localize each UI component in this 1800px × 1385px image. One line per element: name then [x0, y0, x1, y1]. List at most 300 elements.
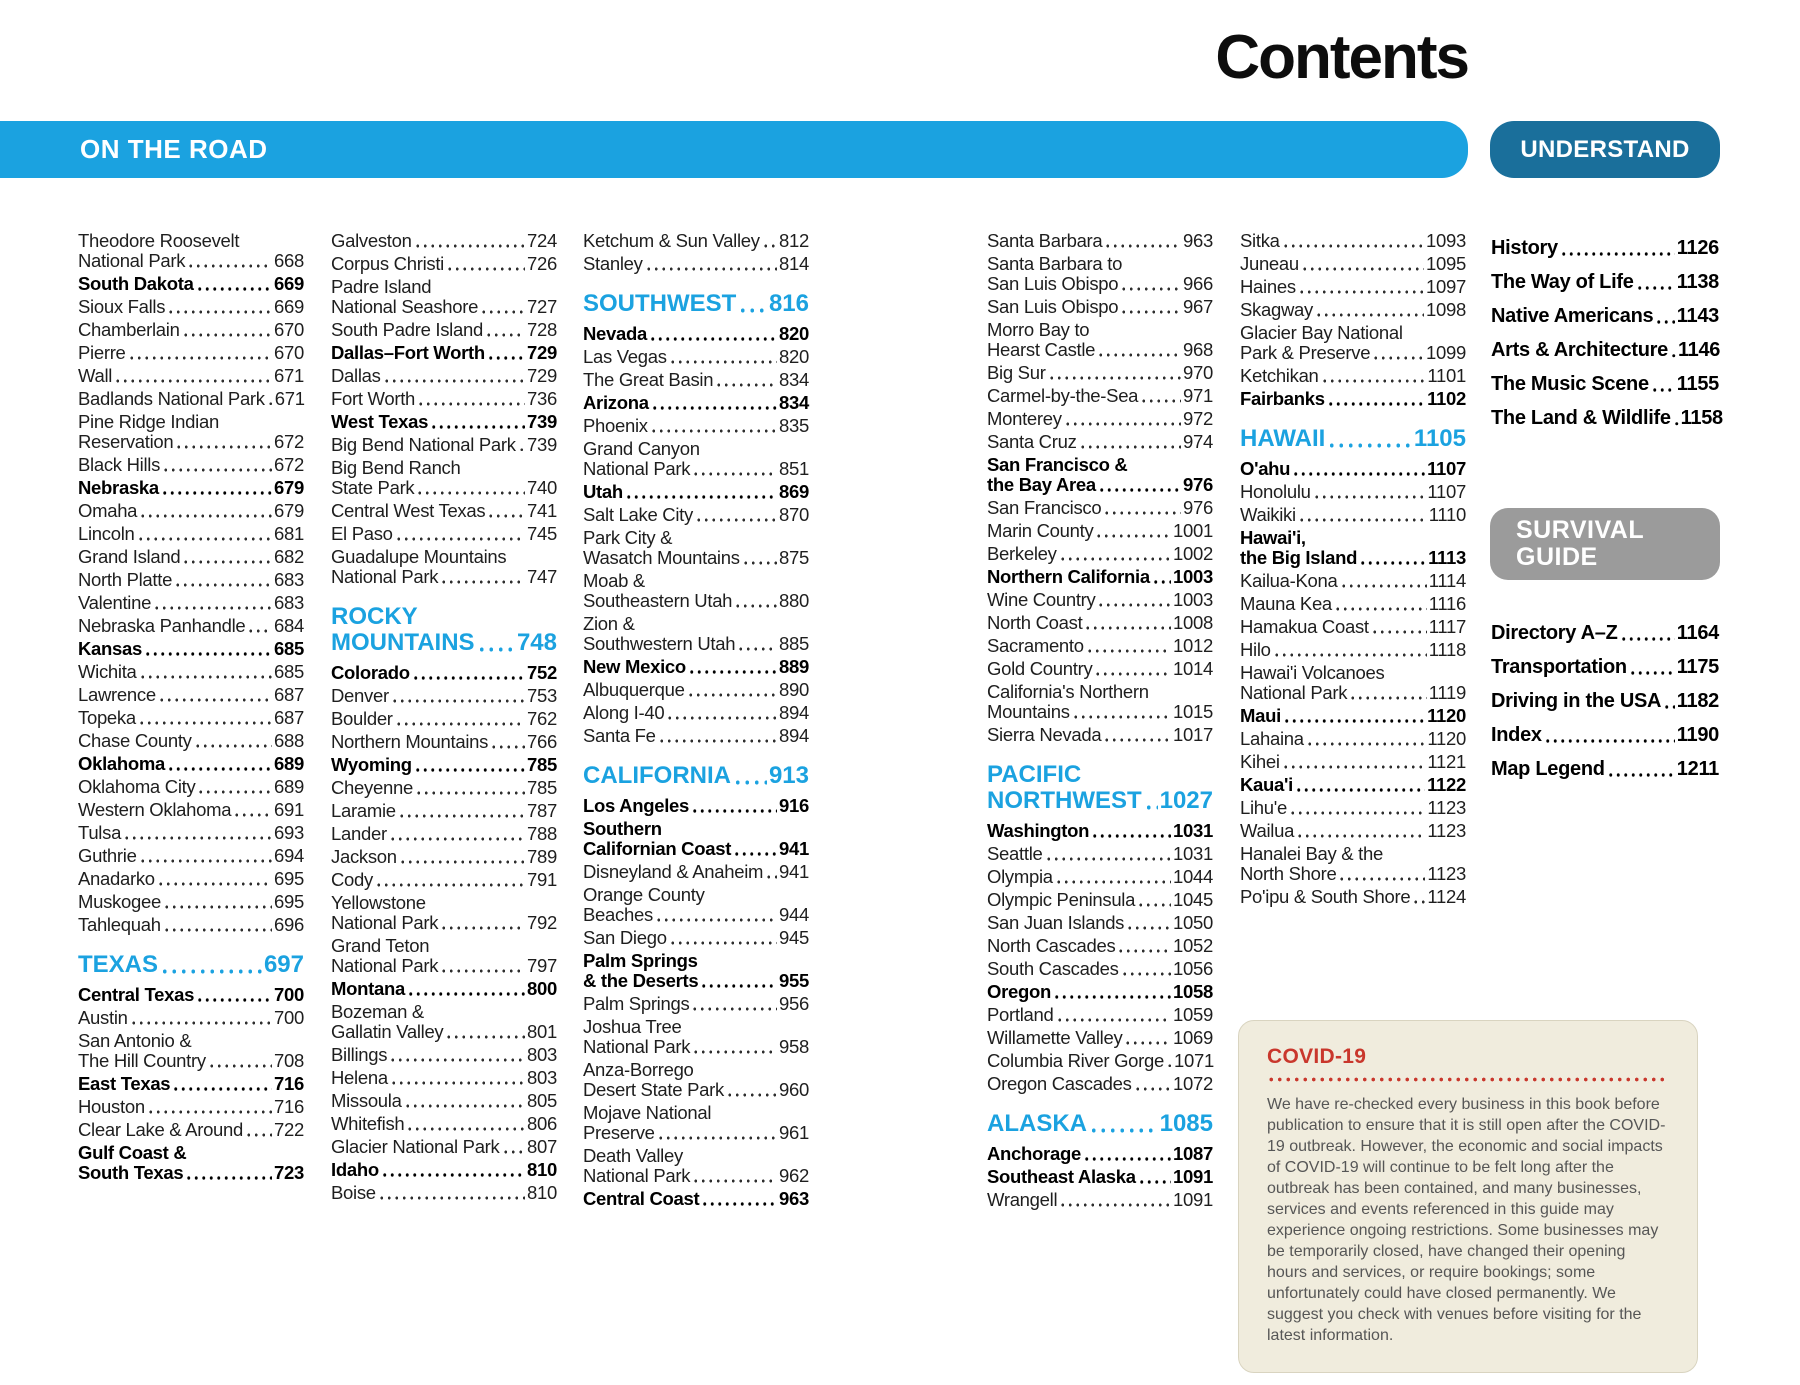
toc-entry [331, 870, 557, 890]
entry-label: Mauna Kea [1240, 593, 1332, 614]
dot-leader [245, 1120, 272, 1140]
dot-leader [445, 1022, 525, 1042]
entry-label: Central West Texas [331, 500, 486, 521]
page-number: 1098 [1426, 299, 1466, 320]
toc-entry [987, 590, 1213, 610]
page-number: 870 [779, 504, 809, 525]
page-number: 1122 [1427, 774, 1466, 795]
dot-leader [487, 343, 525, 363]
toc-entry [331, 936, 557, 976]
toc-entry [331, 1045, 557, 1065]
dot-leader [1124, 1028, 1171, 1048]
page-number: 684 [274, 615, 304, 636]
page-number: 1001 [1173, 520, 1213, 541]
dot-leader [398, 801, 525, 821]
page-number: 697 [263, 951, 304, 978]
page-number: 700 [274, 984, 304, 1005]
entry-label: Wrangell [987, 1189, 1058, 1210]
dot-leader [737, 634, 777, 654]
toc-entry [78, 1097, 304, 1117]
toc-entry [331, 254, 557, 274]
toc-entry [987, 725, 1213, 745]
toc-entry [1240, 729, 1466, 749]
entry-label: North Coast [987, 612, 1083, 633]
page-number: 689 [274, 753, 304, 774]
dot-leader [1636, 271, 1675, 293]
entry-label: Sioux Falls [78, 296, 166, 317]
page-number: 688 [274, 730, 304, 751]
page-number: 807 [527, 1136, 557, 1157]
page-number: 966 [1183, 273, 1213, 294]
dot-leader [1134, 1074, 1171, 1094]
entry-label: Park City & [583, 527, 673, 548]
dot-leader [1091, 821, 1171, 841]
entry-label: Californian Coast [583, 838, 732, 859]
toc-entry [583, 482, 809, 502]
toc-entry [331, 343, 557, 363]
entry-label: Ketchikan [1240, 365, 1319, 386]
entry-label: South Cascades [987, 958, 1119, 979]
toc-entry [987, 636, 1213, 656]
entry-label: Lawrence [78, 684, 156, 705]
entry-label: Hanalei Bay & the [1240, 843, 1383, 864]
dot-leader [375, 870, 525, 890]
entry-label: Juneau [1240, 253, 1299, 274]
page-number: 683 [274, 592, 304, 613]
entry-label: Lihu'e [1240, 797, 1287, 818]
toc-entry [78, 593, 304, 613]
entry-label: Glacier Bay National [1240, 322, 1403, 343]
page-number: 1003 [1173, 589, 1213, 610]
entry-label: Hamakua Coast [1240, 616, 1369, 637]
dot-leader [1086, 636, 1171, 656]
dot-leader [738, 291, 767, 317]
page-number: 682 [274, 546, 304, 567]
dot-leader [381, 1160, 525, 1180]
toc-entry [331, 366, 557, 386]
toc-entry [583, 680, 809, 700]
entry-label: Pierre [78, 342, 126, 363]
page-number: 1045 [1173, 889, 1213, 910]
page-number: 679 [274, 500, 304, 521]
entry-label: Hearst Castle [987, 339, 1096, 360]
page-number: 1027 [1159, 787, 1213, 814]
dot-leader [163, 892, 272, 912]
page-number: 1182 [1676, 690, 1719, 712]
toc-entry [1240, 366, 1466, 386]
page-number: 716 [274, 1096, 304, 1117]
entry-label: Washington [987, 820, 1090, 841]
toc-entry [583, 393, 809, 413]
toc-entry [331, 778, 557, 798]
page-number: 869 [779, 481, 809, 502]
dot-leader [406, 1114, 525, 1134]
dot-leader [157, 869, 272, 889]
toc-entry [331, 320, 557, 340]
page-number: 1121 [1427, 751, 1466, 772]
toc-column-2 [331, 231, 557, 1206]
entry-label: West Texas [331, 411, 429, 432]
page-number: 945 [779, 927, 809, 948]
entry-label: Mojave National [583, 1102, 712, 1123]
page-number: 736 [527, 388, 557, 409]
dot-leader [187, 251, 272, 271]
dot-leader [139, 662, 272, 682]
toc-entry [987, 913, 1213, 933]
entry-label: Map Legend [1491, 758, 1605, 780]
page-number: 679 [274, 477, 304, 498]
entry-label: Clear Lake & Around [78, 1119, 244, 1140]
dot-leader [139, 501, 272, 521]
dot-leader [692, 1166, 777, 1186]
entry-label: TEXAS [78, 951, 159, 978]
entry-label: Gallatin Valley [331, 1021, 444, 1042]
toc-entry [583, 862, 809, 882]
toc-entry [331, 732, 557, 752]
entry-label: The Way of Life [1491, 271, 1634, 293]
dot-leader [440, 913, 525, 933]
page-number: 1002 [1173, 543, 1213, 564]
toc-entry [78, 547, 304, 567]
toc-entry [331, 709, 557, 729]
covid-notice [1238, 1020, 1698, 1373]
dot-leader [161, 478, 272, 498]
entry-label: Black Hills [78, 454, 161, 475]
dot-leader [167, 754, 272, 774]
entry-label: Big Bend Ranch [331, 457, 461, 478]
toc-entry [1491, 690, 1719, 712]
dot-leader [1607, 758, 1675, 780]
survival-guide-line2: GUIDE [1516, 543, 1598, 571]
entry-label: Fairbanks [1240, 388, 1325, 409]
page-number: 810 [527, 1159, 557, 1180]
page-number: 801 [527, 1021, 557, 1042]
entry-label: Fort Worth [331, 388, 416, 409]
toc-entry [1491, 407, 1723, 429]
page-number: 681 [274, 523, 304, 544]
page-number: 1099 [1426, 342, 1466, 363]
entry-label: & the Deserts [583, 970, 699, 991]
toc-entry [78, 800, 304, 820]
entry-label: Palm Springs [583, 993, 690, 1014]
toc-entry [987, 455, 1213, 495]
toc-entry [331, 1137, 557, 1157]
page-number: 971 [1183, 385, 1213, 406]
entry-label: Dallas [331, 365, 381, 386]
dot-leader [701, 1189, 777, 1209]
entry-label: National Park [331, 912, 439, 933]
entry-label: Houston [78, 1096, 145, 1117]
entry-label: Northern California [987, 566, 1150, 587]
dot-leader [144, 639, 272, 659]
toc-entry [331, 847, 557, 867]
toc-entry [331, 547, 557, 587]
page-number: 708 [274, 1050, 304, 1071]
dot-leader [658, 726, 777, 746]
dot-leader [1117, 936, 1171, 956]
toc-entry [78, 869, 304, 889]
entry-label: Oregon [987, 981, 1051, 1002]
page-number: 669 [274, 273, 304, 294]
dot-leader [160, 952, 262, 978]
entry-label: History [1491, 237, 1558, 259]
dot-leader [158, 685, 272, 705]
toc-entry [331, 1114, 557, 1134]
page-number: 791 [527, 869, 557, 890]
page-number: 1093 [1426, 230, 1466, 251]
toc-entry [583, 726, 809, 746]
toc-entry [1491, 373, 1719, 395]
dot-leader [162, 455, 272, 475]
toc-section-heading [331, 604, 557, 656]
page-number: 1091 [1173, 1166, 1213, 1187]
entry-label: Los Angeles [583, 795, 690, 816]
entry-label: Pine Ridge Indian [78, 411, 219, 432]
entry-label: Death Valley [583, 1145, 683, 1166]
entry-label: Anchorage [987, 1143, 1081, 1164]
dot-leader [485, 320, 525, 340]
toc-entry [583, 1189, 809, 1209]
toc-entry [583, 819, 809, 859]
on-the-road-banner: ON THE ROAD [0, 121, 1468, 178]
page-number: 716 [274, 1073, 304, 1094]
page-number: 669 [274, 296, 304, 317]
toc-entry [1240, 821, 1466, 841]
entry-label: CALIFORNIA [583, 762, 731, 789]
page-number: 1211 [1676, 758, 1719, 780]
entry-label: ALASKA [987, 1110, 1087, 1137]
toc-entry [78, 366, 304, 386]
toc-entry [1240, 594, 1466, 614]
entry-label: PACIFIC [987, 761, 1082, 788]
toc-entry [1240, 640, 1466, 660]
toc-entry [331, 1160, 557, 1180]
toc-entry [1240, 277, 1466, 297]
entry-label: Muskogee [78, 891, 161, 912]
dot-leader [417, 389, 525, 409]
dot-leader [1349, 683, 1427, 703]
entry-label: ROCKY [331, 603, 418, 630]
entry-label: Orange County [583, 884, 705, 905]
toc-entry [78, 412, 304, 452]
toc-entry [1240, 887, 1466, 907]
dot-leader [692, 1037, 777, 1057]
toc-entry [331, 1183, 557, 1203]
toc-entry [583, 324, 809, 344]
entry-label: Kansas [78, 638, 143, 659]
dot-leader [389, 824, 525, 844]
dot-leader [1103, 725, 1171, 745]
toc-entry [987, 498, 1213, 518]
entry-label: the Bay Area [987, 474, 1096, 495]
page-number: 741 [527, 500, 557, 521]
entry-label: Wine Country [987, 589, 1096, 610]
page-number: 747 [527, 566, 557, 587]
toc-entry [987, 821, 1213, 841]
dot-leader [1064, 409, 1181, 429]
dot-leader [490, 732, 525, 752]
survival-guide-entries [1491, 622, 1719, 792]
toc-entry [583, 347, 809, 367]
entry-label: Directory A–Z [1491, 622, 1618, 644]
entry-label: Anza-Borrego [583, 1059, 694, 1080]
toc-entry [78, 524, 304, 544]
dot-leader [1273, 640, 1427, 660]
toc-entry [331, 979, 557, 999]
page-number: 694 [274, 845, 304, 866]
page-number: 1120 [1427, 705, 1466, 726]
toc-entry [987, 1051, 1213, 1071]
entry-label: Portland [987, 1004, 1054, 1025]
page-number: 726 [527, 253, 557, 274]
page-number: 1123 [1427, 863, 1466, 884]
page-number: 835 [779, 415, 809, 436]
page-number: 685 [274, 661, 304, 682]
page-number: 894 [779, 702, 809, 723]
entry-label: Galveston [331, 230, 412, 251]
dot-leader [414, 755, 525, 775]
entry-label: Beaches [583, 904, 653, 925]
toc-entry [583, 1146, 809, 1186]
dot-leader [1306, 729, 1426, 749]
page-number: 727 [527, 296, 557, 317]
toc-entry [331, 277, 557, 317]
toc-entry [987, 320, 1213, 360]
toc-entry [583, 439, 809, 479]
toc-entry [331, 389, 557, 409]
dot-leader [1056, 1005, 1172, 1025]
entry-label: Denver [331, 685, 389, 706]
page-number: 1085 [1159, 1110, 1213, 1137]
page-number: 693 [274, 822, 304, 843]
toc-entry [1240, 459, 1466, 479]
dot-leader [1544, 724, 1675, 746]
entry-label: National Park [583, 1165, 691, 1186]
toc-entry [78, 846, 304, 866]
toc-entry [1240, 571, 1466, 591]
dot-leader [1655, 305, 1674, 327]
entry-label: Tulsa [78, 822, 122, 843]
dot-leader [651, 393, 777, 413]
dot-leader [1670, 339, 1676, 361]
entry-label: Theodore Roosevelt [78, 230, 240, 251]
dot-leader [669, 928, 777, 948]
toc-entry [78, 1031, 304, 1071]
dot-leader [138, 708, 272, 728]
entry-label: Ketchum & Sun Valley [583, 230, 760, 251]
dot-leader [1338, 864, 1425, 884]
entry-label: SOUTHWEST [583, 290, 737, 317]
dot-leader [1083, 1144, 1171, 1164]
entry-label: Sacramento [987, 635, 1084, 656]
toc-entry [583, 657, 809, 677]
entry-label: National Park [1240, 682, 1348, 703]
dot-leader [194, 731, 272, 751]
dot-leader [1301, 254, 1424, 274]
entry-label: Padre Island [331, 276, 432, 297]
dot-leader [765, 862, 777, 882]
entry-label: Santa Barbara [987, 230, 1103, 251]
entry-label: San Francisco & [987, 454, 1128, 475]
entry-label: New Mexico [583, 656, 686, 677]
toc-entry [331, 435, 557, 455]
page-number: 766 [527, 731, 557, 752]
dot-leader [399, 847, 525, 867]
entry-label: Kihei [1240, 751, 1280, 772]
page-number: 724 [527, 230, 557, 251]
toc-entry [1240, 528, 1466, 568]
toc-entry [987, 959, 1213, 979]
page-number: 687 [274, 684, 304, 705]
page-number: 668 [274, 250, 304, 271]
page-number: 1003 [1173, 566, 1213, 587]
entry-label: Salt Lake City [583, 504, 693, 525]
dot-leader [733, 839, 777, 859]
entry-label: Grand Island [78, 546, 181, 567]
toc-entry [1491, 724, 1719, 746]
entry-label: Valentine [78, 592, 152, 613]
page-number: 695 [274, 891, 304, 912]
entry-label: Lahaina [1240, 728, 1304, 749]
dot-leader [446, 254, 525, 274]
page-number: 1110 [1428, 504, 1466, 525]
page-number: 962 [779, 1165, 809, 1186]
toc-entry [987, 567, 1213, 587]
dot-leader [1282, 231, 1424, 251]
entry-label: Nebraska [78, 477, 159, 498]
page-number: 1031 [1173, 820, 1213, 841]
entry-label: Yellowstone [331, 892, 426, 913]
toc-column-4 [987, 231, 1213, 1213]
entry-label: San Francisco [987, 497, 1102, 518]
entry-label: Colorado [331, 662, 410, 683]
dot-leader [1372, 343, 1424, 363]
page-number: 1175 [1676, 656, 1719, 678]
page-number: 972 [1183, 408, 1213, 429]
page-number: 729 [527, 342, 557, 363]
dot-leader [1152, 567, 1171, 587]
dot-leader [1059, 1190, 1171, 1210]
entry-label: San Luis Obispo [987, 296, 1119, 317]
entry-label: Omaha [78, 500, 138, 521]
toc-entry [583, 505, 809, 525]
toc-entry [78, 708, 304, 728]
dot-leader [130, 1008, 272, 1028]
dot-leader [1120, 274, 1181, 294]
dot-leader [1663, 690, 1675, 712]
entry-label: Southern [583, 818, 662, 839]
toc-entry [1240, 300, 1466, 320]
page-number: 1102 [1427, 388, 1466, 409]
dot-leader [414, 231, 525, 251]
page-number: 956 [779, 993, 809, 1014]
entry-label: Kailua-Kona [1240, 570, 1338, 591]
entry-label: Native Americans [1491, 305, 1654, 327]
dot-leader [114, 366, 272, 386]
entry-label: Desert State Park [583, 1079, 724, 1100]
entry-label: Oklahoma City [78, 776, 196, 797]
entry-label: Santa Fe [583, 725, 656, 746]
dot-leader [196, 274, 272, 294]
dot-leader [1340, 571, 1427, 591]
toc-entry [1240, 505, 1466, 525]
toc-entry [1240, 617, 1466, 637]
toc-entry [78, 662, 304, 682]
dot-leader [412, 663, 525, 683]
dot-leader [1315, 300, 1424, 320]
page-number: 700 [274, 1007, 304, 1028]
entry-label: Glacier National Park [331, 1136, 500, 1157]
